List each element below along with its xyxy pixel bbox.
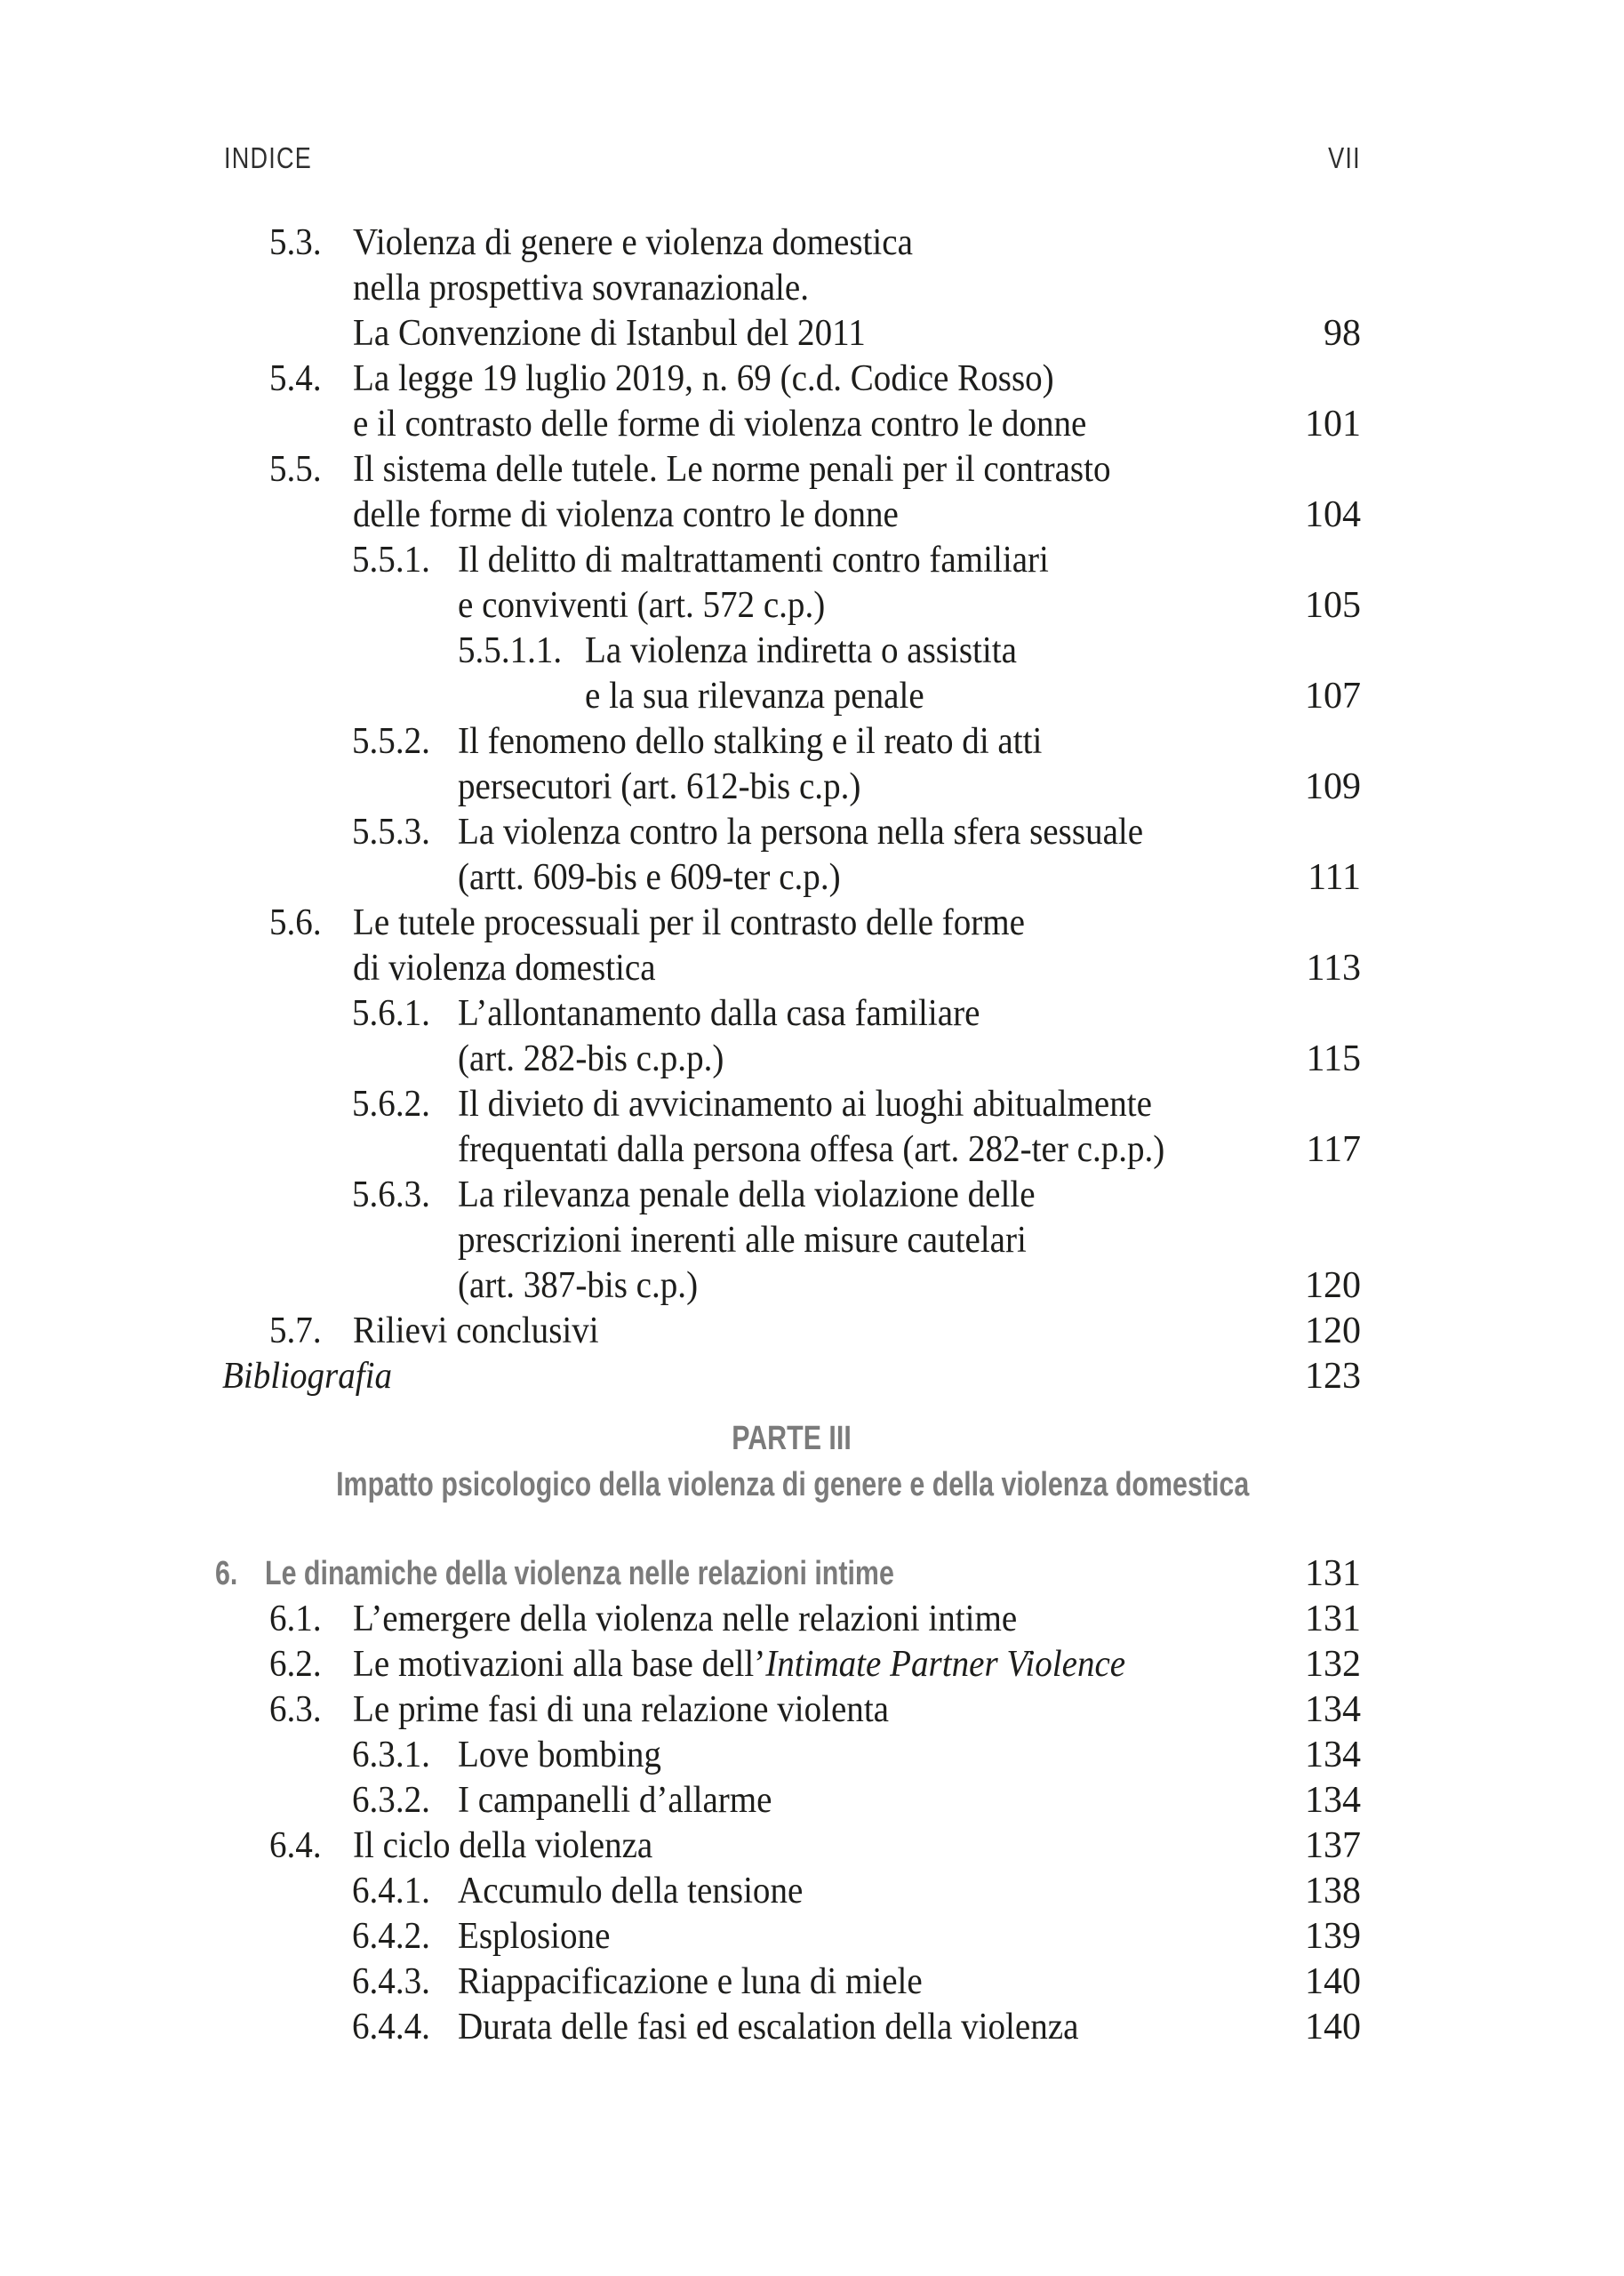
toc-page-number: 113 [1306,948,1361,989]
toc-line [0,674,1624,719]
toc-page-number: 140 [1305,1961,1361,2002]
toc-entry-text: (art. 282-bis c.p.p.) [458,1038,724,1079]
toc-line [0,1778,1624,1823]
toc-line [0,1869,1624,1914]
toc-entry-text: L’emergere della violenza nelle relazioni intime [353,1599,1018,1639]
toc-line [0,991,1624,1037]
toc-entry-text: La legge 19 luglio 2019, n. 69 (c.d. Codice Rosso) [353,358,1054,399]
toc-page-number: 123 [1305,1356,1361,1397]
toc-entry-text: e il contrasto delle forme di violenza contro le donne [353,404,1087,445]
toc-page-number: 134 [1305,1735,1361,1775]
toc-entry-text: L’allontanamento dalla casa familiare [458,993,980,1034]
toc-entry-text: Love bombing [458,1735,661,1775]
toc-page-number: 109 [1305,766,1361,807]
toc-line [0,1551,1624,1597]
toc-line [0,357,1624,402]
toc-entry-text: Esplosione [458,1916,611,1957]
toc-entry-number: 5.5.1.1. [458,630,563,671]
toc-line [0,1037,1624,1082]
toc-page-number: 131 [1305,1599,1361,1639]
toc-entry-text: La Convenzione di Istanbul del 2011 [353,313,866,354]
toc-entry-text: frequentati dalla persona offesa (art. 282-ter c.p.p.) [458,1129,1165,1170]
toc-line [0,583,1624,629]
toc-entry-number: 5.4. [269,358,322,399]
toc-page-number: 139 [1305,1916,1361,1957]
toc-entry-text: Bibliografia [222,1356,392,1397]
toc-entry-number: 6.4.2. [352,1916,430,1957]
toc-page-number: 138 [1305,1871,1361,1911]
toc-page-number: 137 [1305,1825,1361,1866]
toc-page-number: 131 [1305,1553,1361,1594]
toc-entry-number: 6.3. [269,1689,322,1730]
toc-entry-number: 6.4. [269,1825,322,1866]
toc-page-number: 107 [1305,676,1361,717]
toc-entry-number: 6.4.4. [352,2007,430,2048]
toc-entry-text: (art. 387-bis c.p.) [458,1265,699,1306]
toc-entry-text: prescrizioni inerenti alle misure cautelari [458,1220,1027,1261]
toc-entry-text: La violenza indiretta o assistita [585,630,1017,671]
toc-entry-number: 5.6.3. [352,1174,430,1215]
toc-entry-number: 5.5.1. [352,540,430,581]
toc-line [0,1263,1624,1309]
toc-entry-text: Durata delle fasi ed escalation della violenza [458,2007,1079,2048]
toc-line [0,629,1624,674]
toc-line [0,1642,1624,1687]
toc-entry-number: 5.5.3. [352,812,430,853]
toc-entry-text: Riappacificazione e luna di miele [458,1961,923,2002]
toc-entry-text: delle forme di violenza contro le donne [353,494,899,535]
toc-line [0,220,1624,266]
running-head [224,140,1361,176]
toc-line [0,1959,1624,2005]
part-heading-block [222,1415,1361,1508]
toc-line [0,1687,1624,1733]
toc-entry-text: Il sistema delle tutele. Le norme penali per il contrasto [353,449,1111,490]
running-head-title: INDICE [224,141,313,174]
toc-line [0,1733,1624,1778]
toc-line [0,1218,1624,1263]
toc-page-number: 111 [1308,857,1361,898]
toc-page-number: 105 [1305,585,1361,626]
toc-entry-number: 6. [215,1555,238,1592]
toc-entry-text: Il fenomeno dello stalking e il reato di atti [458,721,1043,762]
toc-line [0,1914,1624,1959]
toc-page-number: 134 [1305,1689,1361,1730]
toc-line [0,719,1624,765]
toc-entry-number: 6.1. [269,1599,322,1639]
toc-line [0,946,1624,991]
toc-entry-number: 6.3.2. [352,1780,430,1821]
toc-line [0,402,1624,447]
toc-page-number: 104 [1305,494,1361,535]
toc-line [0,810,1624,855]
toc-entry-text: Le dinamiche della violenza nelle relazioni intime [265,1555,894,1592]
toc-entry-number: 6.4.3. [352,1961,430,2002]
toc-entry-number: 5.6. [269,902,322,943]
toc-entry-number: 5.6.2. [352,1084,430,1125]
toc-entry-text: persecutori (art. 612-bis c.p.) [458,766,861,807]
toc-entry-number: 5.7. [269,1310,322,1351]
toc-page-number: 140 [1305,2007,1361,2048]
toc-entry-number: 6.2. [269,1644,322,1685]
toc-entry-text: La violenza contro la persona nella sfera sessuale [458,812,1144,853]
toc-entry-text: di violenza domestica [353,948,656,989]
toc-page-number: 134 [1305,1780,1361,1821]
toc-line [0,765,1624,810]
toc-entry-text: I campanelli d’allarme [458,1780,772,1821]
toc-line [0,1823,1624,1869]
toc-line [0,311,1624,357]
toc-entry-number: 6.3.1. [352,1735,430,1775]
running-head-folio: VII [1328,141,1361,174]
toc-entry-text: e conviventi (art. 572 c.p.) [458,585,826,626]
toc-line [0,1597,1624,1642]
toc-line [0,2005,1624,2050]
part-kicker: PARTE III [732,1420,852,1457]
toc-line [0,901,1624,946]
toc-page-number: 117 [1306,1129,1361,1170]
toc-line [0,1082,1624,1127]
toc-entry-text: Il ciclo della violenza [353,1825,653,1866]
toc-line [0,1127,1624,1173]
toc-text-segment: Le motivazioni alla base dell’ [353,1644,766,1685]
toc-section-part6 [0,1551,1624,2050]
toc-entry-text: e la sua rilevanza penale [585,676,924,717]
toc-line [0,493,1624,538]
toc-line [0,1309,1624,1354]
toc-line [0,447,1624,493]
toc-page-number: 132 [1305,1644,1361,1685]
toc-entry-number: 5.3. [269,222,322,263]
toc-page-number: 101 [1305,404,1361,445]
toc-entry-text: nella prospettiva sovranazionale. [353,268,810,309]
toc-entry-text: Il divieto di avvicinamento ai luoghi abitualmente [458,1084,1152,1125]
toc-section-part5 [0,220,1624,1399]
toc-line [0,538,1624,583]
toc-entry-text: Rilievi conclusivi [353,1310,599,1351]
toc-entry-text: Violenza di genere e violenza domestica [353,222,913,263]
toc-entry-text: Le prime fasi di una relazione violenta [353,1689,890,1730]
part-title: Impatto psicologico della violenza di genere e della violenza domestica [336,1466,1250,1503]
toc-line [0,1173,1624,1218]
toc-entry-number: 5.5. [269,449,322,490]
toc-page-number: 120 [1305,1310,1361,1351]
toc-entry-text: La rilevanza penale della violazione delle [458,1174,1036,1215]
toc-entry-text [353,1642,1125,1687]
toc-entry-text: (artt. 609-bis e 609-ter c.p.) [458,857,841,898]
toc-line [0,855,1624,901]
toc-page-number: 120 [1305,1265,1361,1306]
toc-page-number: 98 [1324,313,1361,354]
toc-text-italic: Intimate Partner Violence [765,1644,1126,1685]
toc-page-number: 115 [1306,1038,1361,1079]
toc-entry-text: Accumulo della tensione [458,1871,804,1911]
toc-entry-text: Le tutele processuali per il contrasto delle forme [353,902,1025,943]
toc-line [0,1354,1624,1399]
toc-entry-number: 5.6.1. [352,993,430,1034]
toc-entry-number: 5.5.2. [352,721,430,762]
toc-line [0,266,1624,311]
toc-entry-number: 6.4.1. [352,1871,430,1911]
toc-entry-text: Il delitto di maltrattamenti contro familiari [458,540,1049,581]
